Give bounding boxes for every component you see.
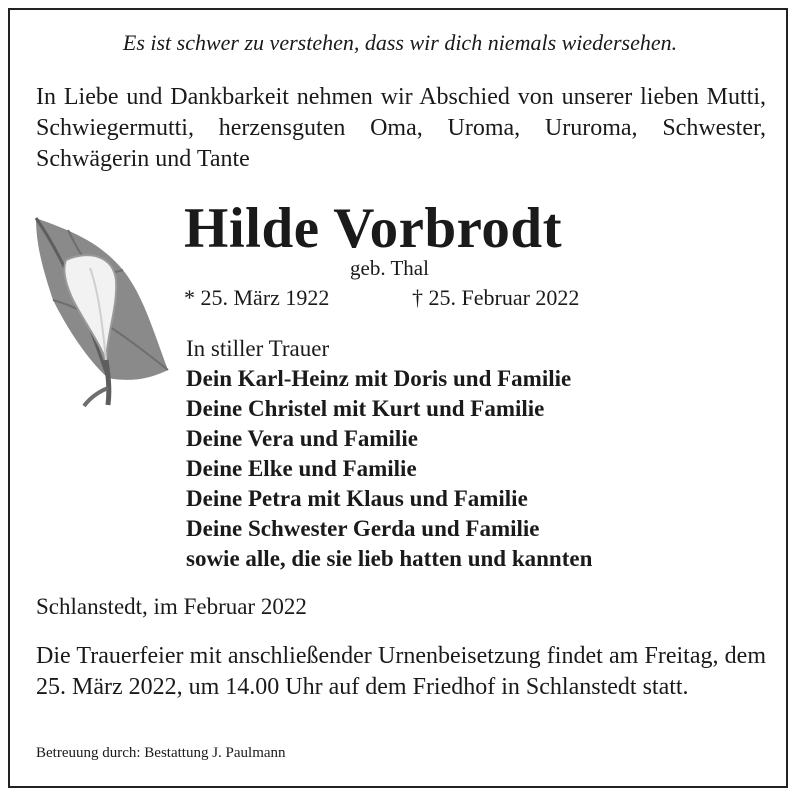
- list-item: sowie alle, die sie lieb hatten und kannten: [186, 546, 593, 571]
- calla-lily-icon: [28, 210, 178, 410]
- list-item: Deine Petra mit Klaus und Familie: [186, 486, 528, 511]
- birth-name: geb. Thal: [350, 256, 429, 280]
- list-item: Deine Schwester Gerda und Familie: [186, 516, 540, 541]
- list-item: Deine Christel mit Kurt und Familie: [186, 396, 545, 421]
- intro-text: In Liebe und Dankbarkeit nehmen wir Abschied von unserer lieben Mutti, Schwiegermutti, herzensguten Oma, Uroma, Ururoma, Schwester, Schwägerin und Tante: [36, 84, 766, 172]
- birth-date: * 25. März 1922: [184, 285, 330, 310]
- place-date: Schlanstedt, im Februar 2022: [36, 594, 307, 619]
- ceremony-text: Die Trauerfeier mit anschließender Urnenbeisetzung findet am Freitag, dem 25. März 2022, um 14.00 Uhr auf dem Friedhof in Schlanstedt statt.: [36, 643, 766, 700]
- mourners-list: [186, 364, 592, 574]
- deceased-name: Hilde Vorbrodt: [184, 197, 563, 260]
- list-item: Dein Karl-Heinz mit Doris und Familie: [186, 366, 572, 391]
- death-date: † 25. Februar 2022: [412, 285, 580, 310]
- mourning-intro: In stiller Trauer: [186, 336, 330, 361]
- undertaker-credit: Betreuung durch: Bestattung J. Paulmann: [36, 745, 286, 761]
- list-item: Deine Elke und Familie: [186, 456, 417, 481]
- memorial-quote: Es ist schwer zu verstehen, dass wir dich niemals wiedersehen.: [122, 30, 678, 55]
- list-item: Deine Vera und Familie: [186, 426, 418, 451]
